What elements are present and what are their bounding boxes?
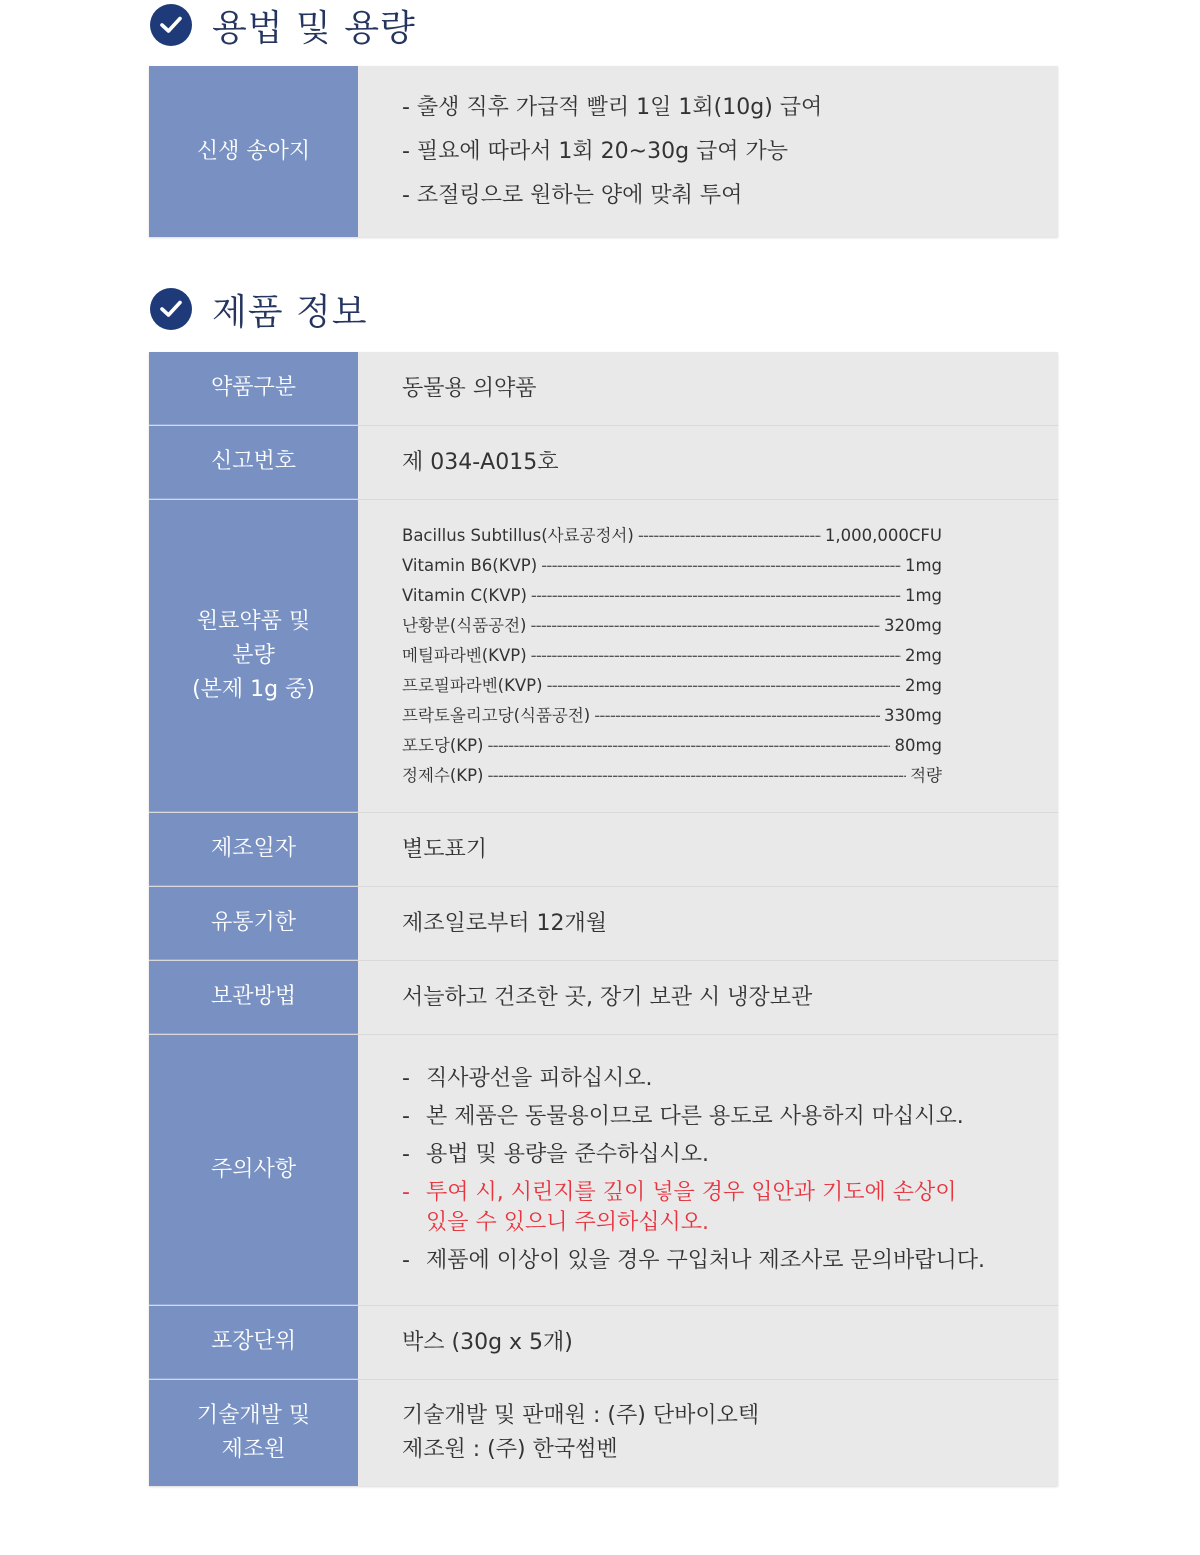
usage-title: 용법 및 용량 xyxy=(212,7,416,49)
check-circle-icon xyxy=(150,288,192,330)
caution-warning-item: - 투여 시, 시린지를 깊이 넣을 경우 입안과 기도에 손상이 있을 수 있으니 주의하십시오. xyxy=(402,1180,957,1235)
row-label xyxy=(149,500,358,812)
package-value: 박스 (30g x 5개) xyxy=(402,1329,573,1355)
row-label: 보관방법 xyxy=(149,961,358,1034)
maker-line: 기술개발 및 판매원 : (주) 단바이오텍 xyxy=(402,1403,760,1428)
usage-section-title xyxy=(150,0,416,50)
label-line: 분량 xyxy=(232,642,275,668)
row-category xyxy=(149,352,1058,426)
row-value xyxy=(358,426,1058,499)
ingredient-item: Vitamin C(KVP) - - - 1mg xyxy=(402,581,942,611)
row-value xyxy=(358,1380,1058,1486)
row-label xyxy=(149,1380,358,1486)
report-number-value: 제 034-A015호 xyxy=(402,449,559,475)
row-value xyxy=(358,887,1058,960)
row-value xyxy=(358,813,1058,886)
row-label: 약품구분 xyxy=(149,352,358,425)
usage-table xyxy=(149,66,1058,237)
product-section-title xyxy=(150,284,368,334)
row-label: 신고번호 xyxy=(149,426,358,499)
product-title: 제품 정보 xyxy=(212,291,368,333)
row-value xyxy=(358,961,1058,1034)
label-line: 기술개발 및 xyxy=(196,1403,311,1428)
row-value xyxy=(358,1306,1058,1379)
row-expiry xyxy=(149,887,1058,961)
ingredient-item: 메틸파라벤(KVP) - - - 2mg xyxy=(402,641,942,671)
row-package xyxy=(149,1306,1058,1380)
row-report-number xyxy=(149,426,1058,500)
row-value xyxy=(358,352,1058,425)
row-value xyxy=(358,66,1058,237)
ingredient-item: 정제수(KP) - - - 적량 xyxy=(402,761,942,791)
caution-item: - 제품에 이상이 있을 경우 구입처나 제조사로 문의바랍니다. xyxy=(402,1248,986,1273)
caution-item: - 본 제품은 동물용이므로 다른 용도로 사용하지 마십시오. xyxy=(402,1104,964,1129)
usage-line: - 조절링으로 원하는 양에 맞춰 투여 xyxy=(402,182,743,208)
mfg-date-value: 별도표기 xyxy=(402,836,488,862)
label-line: 원료약품 및 xyxy=(196,608,311,634)
row-label: 유통기한 xyxy=(149,887,358,960)
storage-value: 서늘하고 건조한 곳, 장기 보관 시 냉장보관 xyxy=(402,984,813,1010)
product-table xyxy=(149,352,1058,1486)
ingredient-item: 프락토올리고당(식품공전) - - - 330mg xyxy=(402,701,942,731)
ingredient-item: 난황분(식품공전) - - - 320mg xyxy=(402,611,942,641)
row-label: 주의사항 xyxy=(149,1035,358,1305)
ingredient-list xyxy=(358,500,1058,812)
row-ingredients xyxy=(149,500,1058,813)
label-line: (본제 1g 중) xyxy=(192,676,315,702)
ingredient-item: Bacillus Subtillus(사료공정서) - - - 1,000,000CFU xyxy=(402,521,942,551)
row-mfg-date xyxy=(149,813,1058,887)
label-line: 제조원 xyxy=(221,1437,286,1462)
row-storage xyxy=(149,961,1058,1035)
caution-item: - 용법 및 용량을 준수하십시오. xyxy=(402,1142,709,1167)
row-maker xyxy=(149,1380,1058,1486)
caution-item: - 직사광선을 피하십시오. xyxy=(402,1066,653,1091)
usage-line: - 필요에 따라서 1회 20~30g 급여 가능 xyxy=(402,138,789,164)
usage-line: - 출생 직후 가급적 빨리 1일 1회(10g) 급여 xyxy=(402,94,823,120)
expiry-value: 제조일로부터 12개월 xyxy=(402,910,608,936)
ingredient-item: 프로필파라벤(KVP) - - - 2mg xyxy=(402,671,942,701)
caution-list xyxy=(358,1035,1058,1305)
maker-line: 제조원 : (주) 한국썸벤 xyxy=(402,1437,618,1462)
row-cautions xyxy=(149,1035,1058,1306)
usage-row-newborn-calf xyxy=(149,66,1058,237)
row-label: 제조일자 xyxy=(149,813,358,886)
check-circle-icon xyxy=(150,4,192,46)
row-label: 신생 송아지 xyxy=(149,66,358,237)
row-label: 포장단위 xyxy=(149,1306,358,1379)
category-value: 동물용 의약품 xyxy=(402,375,537,401)
ingredient-item: 포도당(KP) - - - 80mg xyxy=(402,731,942,761)
ingredient-item: Vitamin B6(KVP) - - - 1mg xyxy=(402,551,942,581)
